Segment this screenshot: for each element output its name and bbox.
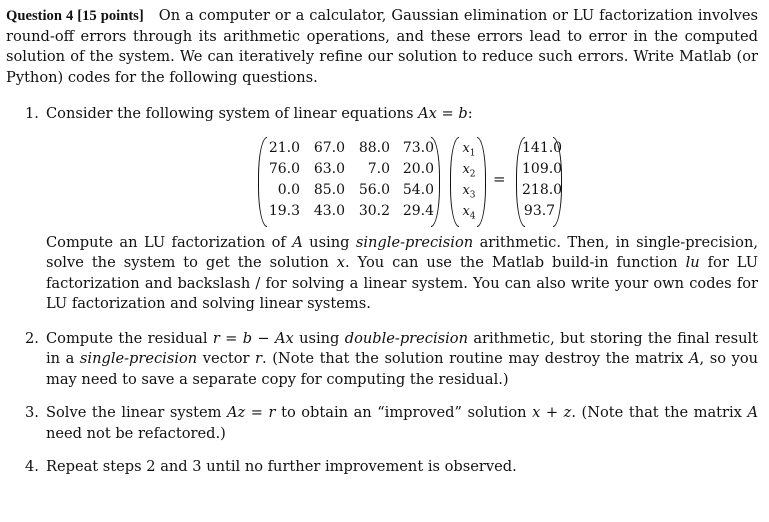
matrix-a-cell: 21.0 <box>268 139 300 156</box>
item-1-p-part4: . You can use the Matlab build-in function <box>344 254 678 271</box>
matrix-a <box>258 137 440 227</box>
item-1-colon: : <box>467 105 473 122</box>
item-2-part6: , so you may need to save a separate copy for computing the residual.) <box>46 350 759 388</box>
item-1-lead-text: Consider the following system of linear equations <box>46 105 414 122</box>
item-2-part4: vector <box>202 350 250 367</box>
matrix-a-right-paren <box>431 137 440 227</box>
item-3-A: A <box>747 404 759 421</box>
matrix-a-cell: 67.0 <box>313 139 345 156</box>
item-3-part4: need not be refactored.) <box>46 424 226 442</box>
vector-x <box>450 137 486 227</box>
item-number-3: 3. <box>25 404 39 421</box>
item-1-p-A: A <box>292 233 303 251</box>
matrix-a-entries <box>266 138 434 222</box>
item-2-r: r <box>255 350 263 367</box>
matrix-a-cell: 0.0 <box>277 181 300 198</box>
vector-b-cell: 218.0 <box>522 181 563 198</box>
item-2-part5: . (Note that the solution routine may destroy the matrix <box>262 350 684 367</box>
matrix-a-cell: 63.0 <box>313 160 345 177</box>
matrix-a-cell: 30.2 <box>358 202 390 219</box>
list-item-2 <box>6 329 758 391</box>
item-1-p-single: single-precision <box>355 233 474 251</box>
vector-x-right-paren <box>477 137 486 227</box>
item-1-p-part5: for LU factorization and backslash / for solving a linear system. You can also write your own codes for LU factorization and solving linear systems. <box>46 254 758 312</box>
question-heading: Question 4 [15 points] <box>6 8 144 24</box>
vector-x-cell: $x_3$ <box>462 182 476 201</box>
equals-sign: = <box>493 169 506 188</box>
list-item-3 <box>6 403 758 444</box>
vector-b-cell: 141.0 <box>522 139 563 156</box>
item-2-part2: using <box>299 329 340 347</box>
item-1-equation: Ax = b <box>418 105 468 122</box>
item-1-p-part1: Compute an LU factorization of <box>46 233 286 251</box>
list-item-4 <box>6 457 758 478</box>
item-1-lead <box>46 104 758 125</box>
item-3-eq: Az = r <box>227 404 276 421</box>
item-3-xz: x + z <box>532 404 572 421</box>
vector-b-entries <box>522 138 563 222</box>
item-3-part3: . (Note that the matrix <box>571 404 742 421</box>
linear-system-equation <box>46 137 758 227</box>
vector-x-cell: $x_4$ <box>462 203 476 222</box>
matrix-a-cell: 43.0 <box>313 202 345 219</box>
item-2-residual-eq: r = b − Ax <box>212 329 294 347</box>
item-number-2: 2. <box>25 329 39 347</box>
document-page <box>6 6 758 478</box>
item-3-part2: to obtain an “improved” solution <box>281 404 527 421</box>
item-1-p-part2: using <box>309 233 350 251</box>
matrix-a-cell: 29.4 <box>402 202 434 219</box>
item-4-text: Repeat steps 2 and 3 until no further improvement is observed. <box>46 458 517 475</box>
intro-text: On a computer or a calculator, Gaussian elimination or LU factorization involves round-off errors through its arithmetic operations, and these errors lead to error in the computed solution of the system. We can iteratively refine our solution to reduce such errors. Write Matlab (or Python) codes for the following questions. <box>6 7 758 86</box>
vector-x-cell: $x_1$ <box>462 140 476 159</box>
item-2-part3: arithmetic, but storing the final result in a <box>46 329 759 367</box>
matrix-a-cell: 7.0 <box>367 160 390 177</box>
matrix-a-cell: 20.0 <box>402 160 434 177</box>
question-intro <box>6 6 758 88</box>
vector-b-cell: 109.0 <box>522 160 563 177</box>
matrix-a-cell: 88.0 <box>358 139 390 156</box>
item-1-paragraph <box>46 233 758 315</box>
matrix-a-cell: 56.0 <box>358 181 390 198</box>
vector-x-cell: $x_2$ <box>462 161 476 180</box>
matrix-a-cell: 54.0 <box>402 181 434 198</box>
vector-b <box>516 137 562 227</box>
item-2-double: double-precision <box>344 329 468 347</box>
item-1-p-part3: arithmetic. Then, in single-precision, solve the system to get the solution <box>46 233 758 271</box>
matrix-a-cell: 19.3 <box>268 202 300 219</box>
matrix-a-cell: 85.0 <box>313 181 345 198</box>
list-item-1 <box>6 104 758 315</box>
item-number-4: 4. <box>25 458 39 475</box>
item-2-single: single-precision <box>79 350 198 367</box>
matrix-a-cell: 73.0 <box>402 139 434 156</box>
item-number-1: 1. <box>25 105 39 122</box>
item-2-part1: Compute the residual <box>46 329 208 347</box>
item-2-A: A <box>688 350 700 367</box>
item-1-p-lu: lu <box>685 254 700 271</box>
item-3-part1: Solve the linear system <box>46 404 222 421</box>
item-1-p-x: x <box>336 254 345 271</box>
matrix-a-cell: 76.0 <box>268 160 300 177</box>
vector-b-cell: 93.7 <box>523 202 556 219</box>
